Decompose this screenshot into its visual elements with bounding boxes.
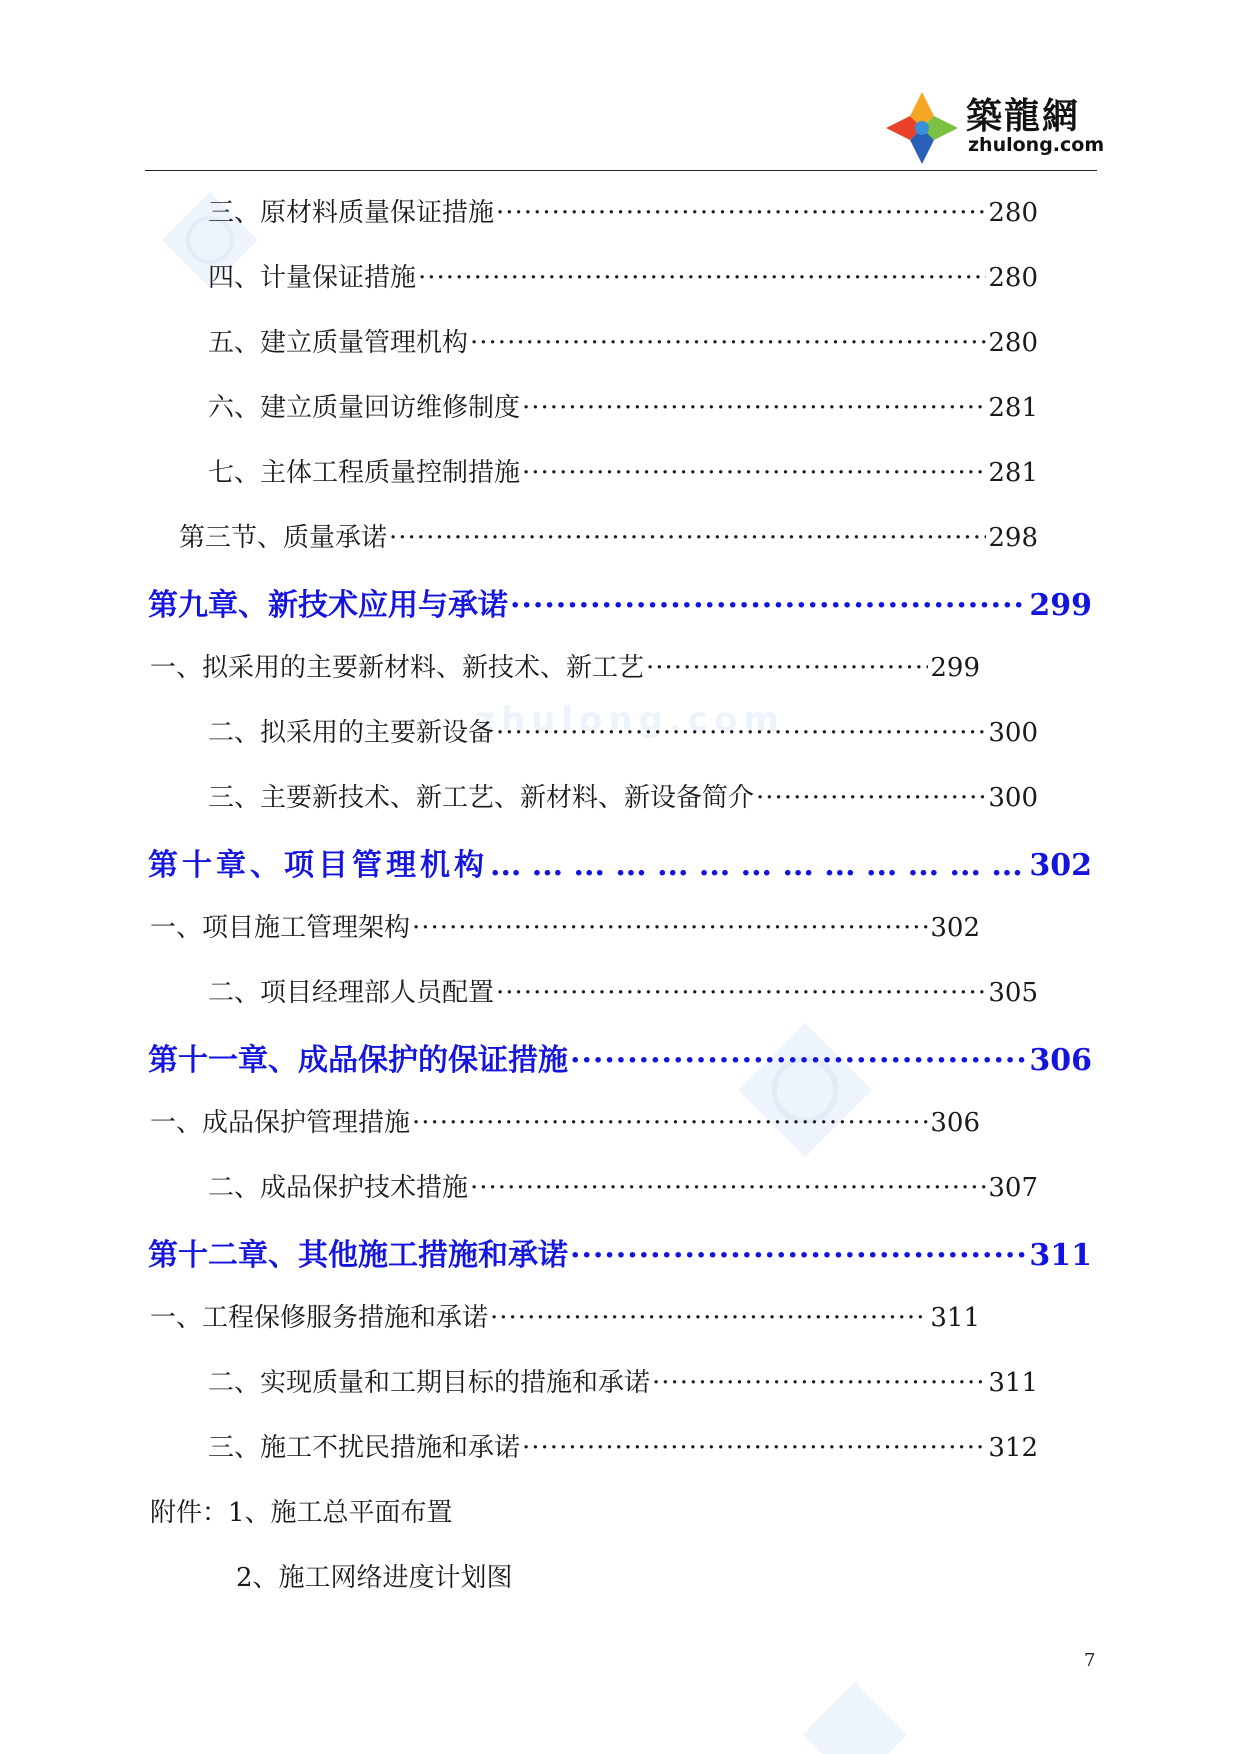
attachments-line-2: 2、施工网络进度计划图 xyxy=(236,1563,513,1593)
toc-chapter-entry[interactable] xyxy=(148,840,1092,883)
toc-entry-title: 五、建立质量管理机构 xyxy=(208,328,469,358)
toc-entry[interactable] xyxy=(208,322,1038,362)
toc-entry-page: 311 xyxy=(1029,1238,1092,1273)
toc-leader-dots xyxy=(522,458,986,488)
toc-entry[interactable] xyxy=(208,192,1038,232)
toc-leader-dots xyxy=(510,588,1027,623)
zhulong-logo-mark-icon xyxy=(884,90,960,166)
toc-entry[interactable] xyxy=(150,1297,980,1337)
toc-entry-page: 280 xyxy=(988,263,1038,293)
toc-entry-title: 三、主要新技术、新工艺、新材料、新设备简介 xyxy=(208,783,755,813)
toc-entry-title: 二、实现质量和工期目标的措施和承诺 xyxy=(208,1368,651,1398)
toc-entry-title: 第十一章、成品保护的保证措施 xyxy=(148,1043,568,1078)
toc-leader-dots xyxy=(496,718,986,748)
toc-leader-dots xyxy=(470,1173,986,1203)
toc-leader-dots xyxy=(412,913,928,943)
toc-leader-dots xyxy=(496,198,986,228)
toc-leader-dots xyxy=(412,1108,928,1138)
page-number: 7 xyxy=(1084,1650,1096,1671)
toc-entry[interactable] xyxy=(208,1167,1038,1207)
toc-leader-dots xyxy=(389,523,986,553)
toc-entry-title: 一、工程保修服务措施和承诺 xyxy=(150,1303,489,1333)
toc-entry[interactable] xyxy=(208,452,1038,492)
toc-leader-dots xyxy=(490,848,1027,883)
toc-entry[interactable] xyxy=(208,387,1038,427)
toc-entry-page: 306 xyxy=(1029,1043,1092,1078)
toc-leader-dots xyxy=(490,1303,928,1333)
toc-entry[interactable] xyxy=(208,1427,1038,1467)
toc-leader-dots xyxy=(570,1043,1027,1078)
watermark-text: zhulong.com xyxy=(475,700,785,740)
toc-entry[interactable] xyxy=(179,517,1038,557)
toc-entry-page: 302 xyxy=(930,913,980,943)
toc-entry-title: 二、成品保护技术措施 xyxy=(208,1173,469,1203)
toc-entry-title: 七、主体工程质量控制措施 xyxy=(208,458,521,488)
toc-entry[interactable] xyxy=(208,972,1038,1012)
toc-entry-page: 311 xyxy=(930,1303,980,1333)
zhulong-logo xyxy=(884,86,1105,166)
toc-leader-dots xyxy=(470,328,986,358)
toc-entry-title: 一、项目施工管理架构 xyxy=(150,913,411,943)
toc-entry[interactable] xyxy=(208,257,1038,297)
toc-entry-page: 280 xyxy=(988,198,1038,228)
toc-entry-page: 281 xyxy=(988,393,1038,423)
toc-leader-dots xyxy=(756,783,986,813)
attachments-line-1: 附件：1、施工总平面布置 xyxy=(150,1498,453,1528)
toc-entry-title: 第十章、项目管理机构 xyxy=(148,848,488,883)
toc-entry[interactable] xyxy=(208,712,1038,752)
toc-entry-title: 第十二章、其他施工措施和承诺 xyxy=(148,1238,568,1273)
toc-leader-dots xyxy=(570,1238,1027,1273)
toc-entry-page: 311 xyxy=(988,1368,1038,1398)
toc-entry-page: 300 xyxy=(988,783,1038,813)
toc-leader-dots xyxy=(496,978,986,1008)
toc-entry-page: 312 xyxy=(988,1433,1038,1463)
toc-entry-page: 280 xyxy=(988,328,1038,358)
toc-entry-page: 299 xyxy=(1029,588,1092,623)
toc-entry-page: 306 xyxy=(930,1108,980,1138)
toc-entry-page: 281 xyxy=(988,458,1038,488)
toc-entry-title: 一、成品保护管理措施 xyxy=(150,1108,411,1138)
logo-text: 築龍網 xyxy=(966,95,1081,137)
toc-leader-dots xyxy=(652,1368,986,1398)
toc-chapter-entry[interactable] xyxy=(148,1035,1092,1078)
toc-chapter-entry[interactable] xyxy=(148,1230,1092,1273)
toc-entry-title: 二、项目经理部人员配置 xyxy=(208,978,495,1008)
toc-leader-dots xyxy=(522,1433,986,1463)
toc-leader-dots xyxy=(646,653,928,683)
toc-entry-page: 300 xyxy=(988,718,1038,748)
toc-entry-title: 六、建立质量回访维修制度 xyxy=(208,393,521,423)
toc-entry[interactable] xyxy=(208,1362,1038,1402)
header-divider xyxy=(145,170,1097,171)
toc-entry-page: 299 xyxy=(930,653,980,683)
toc-entry-title: 三、施工不扰民措施和承诺 xyxy=(208,1433,521,1463)
toc-entry[interactable] xyxy=(150,1102,980,1142)
toc-entry-title: 第三节、质量承诺 xyxy=(179,523,388,553)
logo-url: zhulong.com xyxy=(968,134,1105,156)
toc-entry-page: 305 xyxy=(988,978,1038,1008)
toc-entry-title: 一、拟采用的主要新材料、新技术、新工艺 xyxy=(150,653,645,683)
toc-entry-title: 二、拟采用的主要新设备 xyxy=(208,718,495,748)
toc-entry-title: 四、计量保证措施 xyxy=(208,263,417,293)
toc-entry[interactable] xyxy=(208,777,1038,817)
toc-entry[interactable] xyxy=(150,907,980,947)
toc-leader-dots xyxy=(522,393,986,423)
toc-leader-dots xyxy=(418,263,986,293)
toc-entry-title: 三、原材料质量保证措施 xyxy=(208,198,495,228)
toc-entry-page: 302 xyxy=(1029,848,1092,883)
toc-chapter-entry[interactable] xyxy=(148,580,1092,623)
toc-entry-page: 307 xyxy=(988,1173,1038,1203)
watermark-emblem-icon xyxy=(800,1680,910,1754)
toc-entry[interactable] xyxy=(150,647,980,687)
toc-entry-title: 第九章、新技术应用与承诺 xyxy=(148,588,508,623)
toc-entry-page: 298 xyxy=(988,523,1038,553)
